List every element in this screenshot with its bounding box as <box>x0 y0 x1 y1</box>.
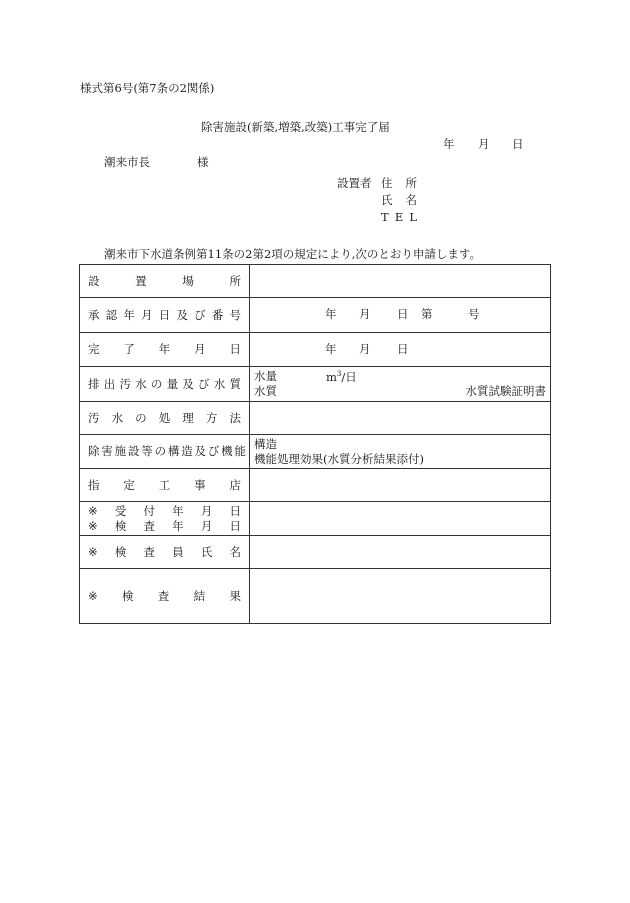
approval-day: 日 <box>397 307 409 321</box>
value-contractor[interactable] <box>250 469 551 502</box>
form-number: 様式第6号(第7条の2関係) <box>80 81 215 95</box>
value-treatment[interactable] <box>250 402 551 435</box>
approval-month: 月 <box>359 307 371 321</box>
structure-line1: 構造 <box>254 437 277 451</box>
applicant-role: 設置者 <box>337 176 372 190</box>
date-year: 年 <box>443 137 455 151</box>
effluent-unit: $m^3/$日 <box>326 369 357 384</box>
value-completion[interactable] <box>250 333 551 367</box>
value-received-inspected[interactable] <box>250 502 551 536</box>
label-approval: 承 認 年 月 日 及 び 番 号 <box>88 307 241 322</box>
date-day: 日 <box>512 137 524 151</box>
value-effluent[interactable] <box>250 367 551 402</box>
approval-go: 号 <box>468 307 480 321</box>
completion-day: 日 <box>397 342 409 356</box>
row-approval <box>80 298 551 333</box>
value-approval[interactable] <box>250 298 551 333</box>
approval-dai: 第 <box>421 307 433 321</box>
label-received: ※ 受 付 年 月 日 <box>88 504 241 519</box>
label-location: 設 置 場 所 <box>88 273 241 288</box>
value-result[interactable] <box>250 569 551 624</box>
document-title: 除害施設(新築,増築,改築)工事完了届 <box>201 120 390 134</box>
structure-line2: 機能処理効果(水質分析結果添付) <box>254 452 424 466</box>
label-effluent: 排 出 汚 水 の 量 及 び 水 質 <box>88 376 241 391</box>
row-effluent <box>80 367 551 402</box>
value-location[interactable] <box>250 265 551 298</box>
applicant-tel-label: T E L <box>381 210 417 224</box>
label-result: ※ 検 査 結 果 <box>88 588 241 603</box>
approval-year: 年 <box>325 307 337 321</box>
effluent-volume-label: 水量 <box>254 369 277 383</box>
date-month: 月 <box>478 137 490 151</box>
label-inspected: ※ 検 査 年 月 日 <box>88 518 241 533</box>
completion-form-table <box>79 264 551 624</box>
row-contractor <box>80 469 551 502</box>
row-structure <box>80 435 551 469</box>
label-contractor: 指 定 工 事 店 <box>88 477 241 492</box>
row-completion <box>80 333 551 367</box>
row-result <box>80 569 551 624</box>
addressee-honorific: 様 <box>197 155 209 169</box>
value-inspector[interactable] <box>250 536 551 569</box>
completion-year: 年 <box>325 342 337 356</box>
statement: 潮来市下水道条例第11条の2第2項の規定により,次のとおり申請します。 <box>104 247 481 261</box>
applicant-name-label: 氏 名 <box>381 193 417 207</box>
value-structure[interactable] <box>250 435 551 469</box>
label-treatment: 汚 水 の 処 理 方 法 <box>88 410 241 425</box>
label-completion: 完 了 年 月 日 <box>88 342 241 357</box>
row-received-inspected <box>80 502 551 536</box>
effluent-quality-label: 水質 <box>254 384 277 398</box>
effluent-certificate: 水質試験証明書 <box>465 384 546 398</box>
row-treatment <box>80 402 551 435</box>
label-inspector: ※ 検 査 員 氏 名 <box>88 544 241 559</box>
row-location <box>80 265 551 298</box>
applicant-address-label: 住 所 <box>381 176 417 190</box>
completion-month: 月 <box>359 342 371 356</box>
label-structure: 除 害 施 設 等 の 構 造 及 び 機 能 <box>88 444 246 459</box>
addressee-name: 潮来市長 <box>104 155 150 169</box>
row-inspector <box>80 536 551 569</box>
